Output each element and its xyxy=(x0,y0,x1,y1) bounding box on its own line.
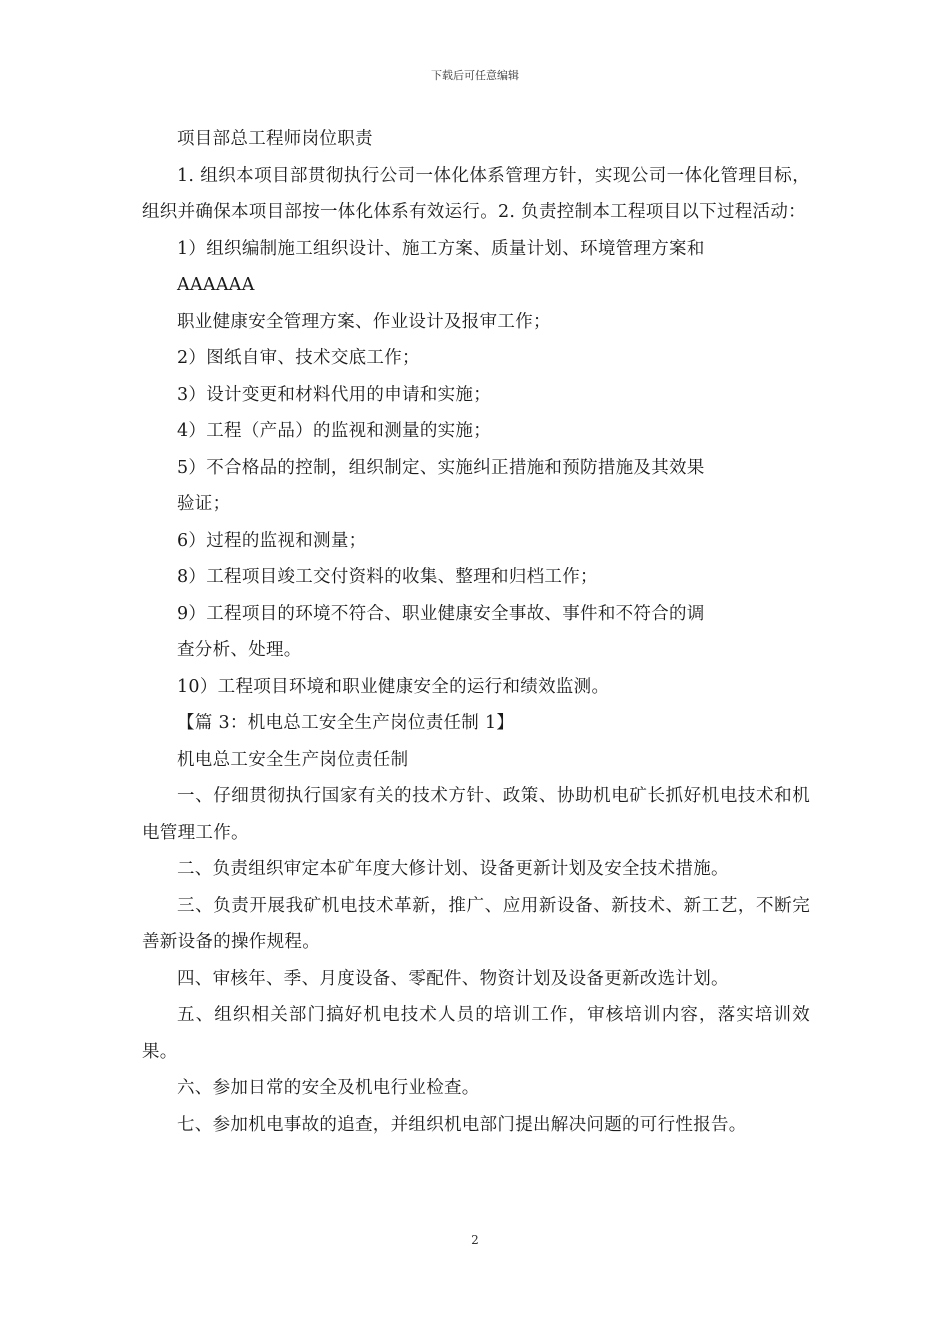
list-item-10: 10）工程项目环境和职业健康安全的运行和绩效监测。 xyxy=(177,676,610,697)
list-item-1-placeholder: AAAAAA xyxy=(177,275,255,295)
page-number: 2 xyxy=(471,1233,479,1247)
document-title: 项目部总工程师岗位职责 xyxy=(177,129,373,149)
list-item-9-line-2: 查分析、处理。 xyxy=(177,640,302,660)
list-item-5-line-1: 5）不合格品的控制，组织制定、实施纠正措施和预防措施及其效果 xyxy=(177,457,705,478)
list-item-1-line-1: 1）组织编制施工组织设计、施工方案、质量计划、环境管理方案和 xyxy=(177,238,705,259)
paragraph-1: 1. 组织本项目部贯彻执行公司一体化体系管理方针，实现公司一体化管理目标，组织并确保本项目部按一体化体系有效运行。2. 负责控制本工程项目以下过程活动： xyxy=(142,165,810,222)
duty-4: 四、审核年、季、月度设备、零配件、物资计划及设备更新改选计划。 xyxy=(177,968,729,989)
list-item-1-line-2: 职业健康安全管理方案、作业设计及报审工作； xyxy=(177,311,551,332)
duty-6: 六、参加日常的安全及机电行业检查。 xyxy=(177,1078,480,1098)
list-item-2: 2）图纸自审、技术交底工作； xyxy=(177,348,420,368)
list-item-4: 4）工程（产品）的监视和测量的实施； xyxy=(177,421,492,441)
duty-5: 五、组织相关部门搞好机电技术人员的培训工作，审核培训内容，落实培训效果。 xyxy=(142,1005,810,1062)
page-header-note: 下载后可任意编辑 xyxy=(431,69,519,82)
section-title: 机电总工安全生产岗位责任制 xyxy=(177,749,409,770)
list-item-5-line-2: 验证； xyxy=(177,494,231,514)
list-item-3: 3）设计变更和材料代用的申请和实施； xyxy=(177,384,492,405)
duty-7: 七、参加机电事故的追查，并组织机电部门提出解决问题的可行性报告。 xyxy=(177,1114,747,1135)
document-body xyxy=(142,121,810,1143)
duty-2: 二、负责组织审定本矿年度大修计划、设备更新计划及安全技术措施。 xyxy=(177,859,729,879)
duty-1: 一、仔细贯彻执行国家有关的技术方针、政策、协助机电矿长抓好机电技术和机电管理工作。 xyxy=(142,786,810,843)
list-item-8: 8）工程项目竣工交付资料的收集、整理和归档工作； xyxy=(177,567,598,587)
list-item-6: 6）过程的监视和测量； xyxy=(177,530,367,551)
duty-3: 三、负责开展我矿机电技术革新，推广、应用新设备、新技术、新工艺，不断完善新设备的操作规程。 xyxy=(142,895,810,952)
list-item-9-line-1: 9）工程项目的环境不符合、职业健康安全事故、事件和不符合的调 xyxy=(177,603,705,624)
section-heading: 【篇 3：机电总工安全生产岗位责任制 1】 xyxy=(177,713,515,733)
